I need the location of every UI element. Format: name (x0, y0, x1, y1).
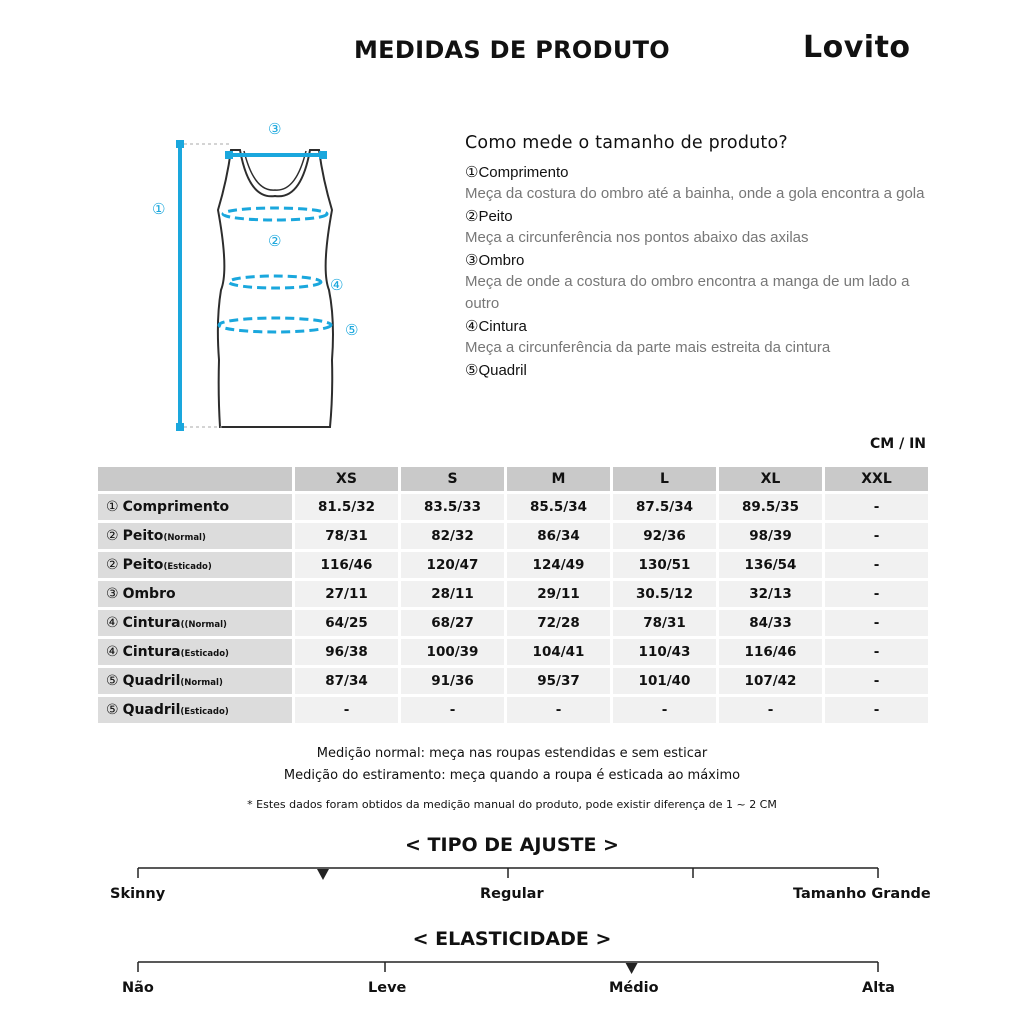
table-cell: 116/46 (719, 639, 822, 665)
table-cell: - (825, 523, 928, 549)
table-row (98, 668, 928, 694)
size-header-row (98, 467, 928, 491)
row-label-text: Ombro (122, 586, 176, 602)
table-cell: 32/13 (719, 581, 822, 607)
size-header: S (401, 467, 504, 491)
length-cap-top (176, 140, 184, 148)
size-table (95, 464, 931, 726)
row-label-sub: (Normal) (180, 678, 223, 688)
table-cell: 104/41 (507, 639, 610, 665)
table-corner (98, 467, 292, 491)
row-label (98, 523, 292, 549)
elasticity-indicator (626, 963, 638, 974)
note-disclaimer: * Estes dados foram obtidos da medição manual do produto, pode existir diferença de 1 ~ 2 CM (247, 798, 777, 811)
row-number: ⑤ (106, 702, 119, 718)
howto-item-desc: Meça a circunferência da parte mais estreita da cintura (465, 339, 831, 356)
length-cap-bottom (176, 423, 184, 431)
howto-item-name: ④Cintura (465, 318, 527, 335)
table-row (98, 581, 928, 607)
row-number: ④ (106, 644, 119, 660)
fit-label-skinny: Skinny (110, 886, 166, 902)
row-label-sub: (Esticado) (180, 649, 229, 659)
table-cell: - (613, 697, 716, 723)
table-cell: 30.5/12 (613, 581, 716, 607)
row-number: ② (106, 528, 119, 544)
note-normal: Medição normal: meça nas roupas estendidas e sem esticar (316, 746, 708, 761)
shoulder-cap-right (319, 151, 327, 159)
row-number: ① (106, 499, 119, 515)
row-label-sub: (Normal) (163, 533, 206, 543)
table-cell: 87/34 (295, 668, 398, 694)
row-number: ④ (106, 615, 119, 631)
table-cell: 84/33 (719, 610, 822, 636)
brand-logo: Lovito (803, 30, 911, 65)
howto-item-name: ③Ombro (465, 252, 525, 269)
table-cell: 86/34 (507, 523, 610, 549)
table-cell: 120/47 (401, 552, 504, 578)
table-cell: - (825, 494, 928, 520)
row-label (98, 581, 292, 607)
row-label-text: Peito (122, 528, 164, 544)
row-label (98, 610, 292, 636)
page-title: MEDIDAS DE PRODUTO (354, 36, 670, 64)
table-cell: 92/36 (613, 523, 716, 549)
howto-item-name: ⑤Quadril (465, 362, 527, 379)
table-cell: 98/39 (719, 523, 822, 549)
table-row (98, 639, 928, 665)
table-cell: 72/28 (507, 610, 610, 636)
table-cell: 68/27 (401, 610, 504, 636)
fit-label-plus: Tamanho Grande (793, 886, 931, 902)
row-label-sub: (Esticado) (180, 707, 229, 717)
shoulder-cap-left (225, 151, 233, 159)
table-cell: 100/39 (401, 639, 504, 665)
marker-shoulder: ③ (268, 120, 282, 138)
marker-chest: ② (268, 232, 282, 250)
row-number: ⑤ (106, 673, 119, 689)
size-header: L (613, 467, 716, 491)
table-cell: 110/43 (613, 639, 716, 665)
elasticity-label-high: Alta (862, 980, 895, 996)
howto-item-desc: Meça da costura do ombro até a bainha, onde a gola encontra a gola (465, 185, 925, 202)
how-to-title: Como mede o tamanho de produto? (465, 133, 788, 153)
size-header: M (507, 467, 610, 491)
table-cell: 116/46 (295, 552, 398, 578)
row-label-text: Quadril (122, 702, 181, 718)
table-row (98, 523, 928, 549)
howto-item-name: ①Comprimento (465, 164, 569, 181)
table-cell: 78/31 (613, 610, 716, 636)
table-cell: 81.5/32 (295, 494, 398, 520)
table-cell: 78/31 (295, 523, 398, 549)
elasticity-title: < ELASTICIDADE > (412, 928, 612, 950)
marker-waist: ④ (330, 276, 344, 294)
fit-title: < TIPO DE AJUSTE > (405, 834, 619, 856)
how-to-measure (465, 133, 935, 381)
table-cell: 124/49 (507, 552, 610, 578)
row-label-sub: (Esticado) (163, 562, 212, 572)
row-label (98, 552, 292, 578)
fit-scale (130, 862, 890, 884)
marker-hip: ⑤ (345, 321, 359, 339)
table-cell: 28/11 (401, 581, 504, 607)
note-stretch: Medição do estiramento: meça quando a roupa é esticada ao máximo (283, 768, 741, 783)
table-cell: 107/42 (719, 668, 822, 694)
table-row (98, 610, 928, 636)
table-cell: 136/54 (719, 552, 822, 578)
row-label-text: Peito (122, 557, 164, 573)
table-cell: 101/40 (613, 668, 716, 694)
row-label (98, 697, 292, 723)
elasticity-label-none: Não (122, 980, 154, 996)
table-cell: - (295, 697, 398, 723)
table-cell: - (825, 639, 928, 665)
row-label-text: Cintura (122, 615, 181, 631)
table-row (98, 697, 928, 723)
howto-item-desc: Meça de onde a costura do ombro encontra a manga de um lado a outro (465, 273, 910, 312)
row-label-sub: ((Normal) (180, 620, 227, 630)
table-cell: 95/37 (507, 668, 610, 694)
table-cell: - (401, 697, 504, 723)
table-cell: 87.5/34 (613, 494, 716, 520)
table-cell: 85.5/34 (507, 494, 610, 520)
size-header: XL (719, 467, 822, 491)
row-label-text: Comprimento (122, 499, 230, 515)
howto-item-name: ②Peito (465, 208, 513, 225)
dress-diagram (130, 110, 390, 440)
howto-item-desc: Meça a circunferência nos pontos abaixo das axilas (465, 229, 809, 246)
table-cell: 91/36 (401, 668, 504, 694)
size-header: XS (295, 467, 398, 491)
row-label (98, 668, 292, 694)
row-label-text: Quadril (122, 673, 181, 689)
table-row (98, 494, 928, 520)
table-cell: 82/32 (401, 523, 504, 549)
table-cell: 96/38 (295, 639, 398, 665)
table-cell: 83.5/33 (401, 494, 504, 520)
table-row (98, 552, 928, 578)
row-label (98, 494, 292, 520)
table-cell: 29/11 (507, 581, 610, 607)
table-cell: - (825, 552, 928, 578)
row-number: ② (106, 557, 119, 573)
table-cell: - (825, 697, 928, 723)
elasticity-label-light: Leve (368, 980, 407, 996)
marker-length: ① (152, 200, 166, 218)
elasticity-label-medium: Médio (609, 980, 659, 996)
table-cell: 89.5/35 (719, 494, 822, 520)
row-number: ③ (106, 586, 119, 602)
table-cell: - (825, 610, 928, 636)
elasticity-scale (130, 956, 890, 978)
table-cell: - (825, 668, 928, 694)
row-label (98, 639, 292, 665)
table-cell: 130/51 (613, 552, 716, 578)
table-cell: - (507, 697, 610, 723)
fit-indicator (317, 869, 329, 880)
table-cell: 27/11 (295, 581, 398, 607)
units-label: CM / IN (870, 436, 926, 452)
size-header: XXL (825, 467, 928, 491)
row-label-text: Cintura (122, 644, 181, 660)
table-cell: 64/25 (295, 610, 398, 636)
table-cell: - (719, 697, 822, 723)
table-cell: - (825, 581, 928, 607)
fit-label-regular: Regular (480, 886, 544, 902)
